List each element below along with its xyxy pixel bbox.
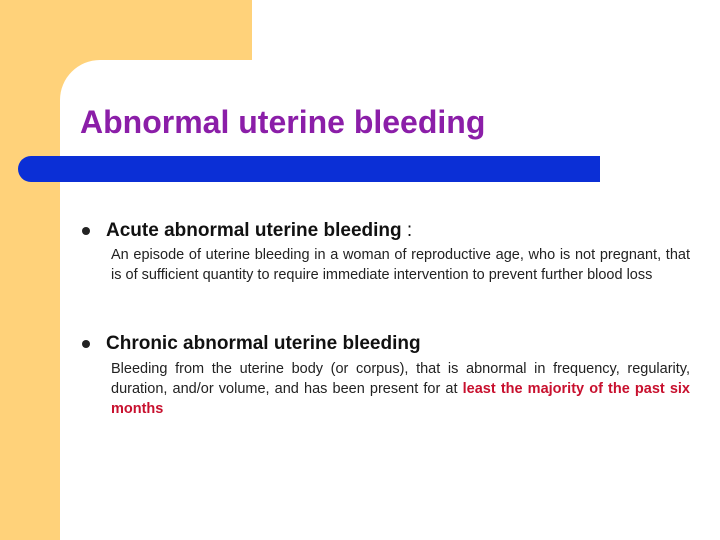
bullet-icon — [82, 227, 90, 235]
acute-definition-text: An episode of uterine bleeding in a woman of reproductive age, who is not pregnant, that is of sufficient quantity to require immediate intervention to prevent further blood loss — [111, 247, 690, 283]
slide-title: Abnormal uterine bleeding — [80, 104, 486, 140]
bullet-heading-chronic: Chronic abnormal uterine bleeding — [106, 333, 421, 354]
acute-heading-label: Acute abnormal uterine bleeding — [106, 220, 402, 241]
acute-heading-suffix: : — [401, 220, 413, 241]
chronic-definition-body: Bleeding from the uterine body (or corpus), that is abnormal in frequency, regularity, duration, and/or volume, and has been present for at — [111, 361, 690, 397]
chronic-definition-emphasis: least the majority of the past six months — [111, 381, 690, 417]
bullet-heading-acute — [106, 220, 412, 242]
chronic-definition-text — [111, 359, 690, 419]
title-underline-bar — [18, 156, 600, 182]
bullet-icon — [82, 340, 90, 348]
